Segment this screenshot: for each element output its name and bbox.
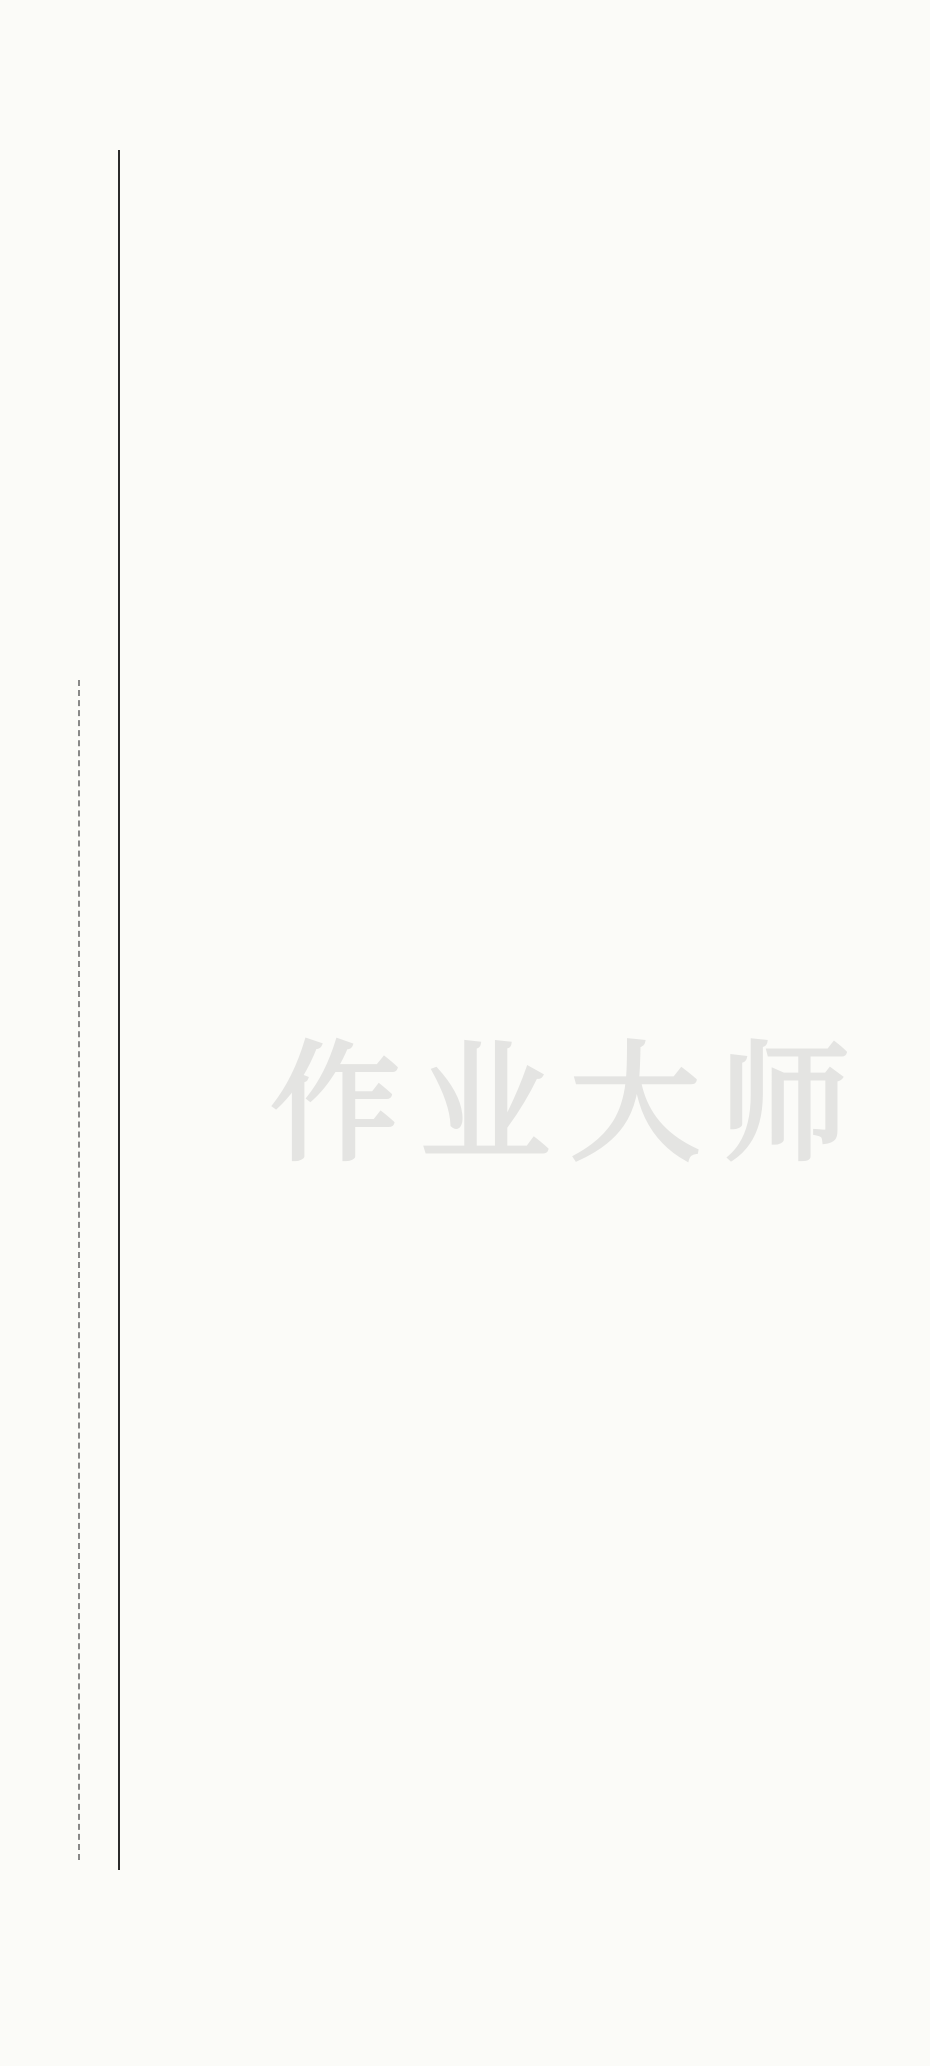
watermark-large: 作业大师 bbox=[270, 1028, 871, 1180]
cut-line bbox=[78, 680, 80, 1860]
answer-content bbox=[140, 0, 910, 118]
margin-rule bbox=[118, 150, 120, 1870]
binding-margin bbox=[0, 0, 140, 2066]
site-logo bbox=[770, 1960, 920, 2060]
